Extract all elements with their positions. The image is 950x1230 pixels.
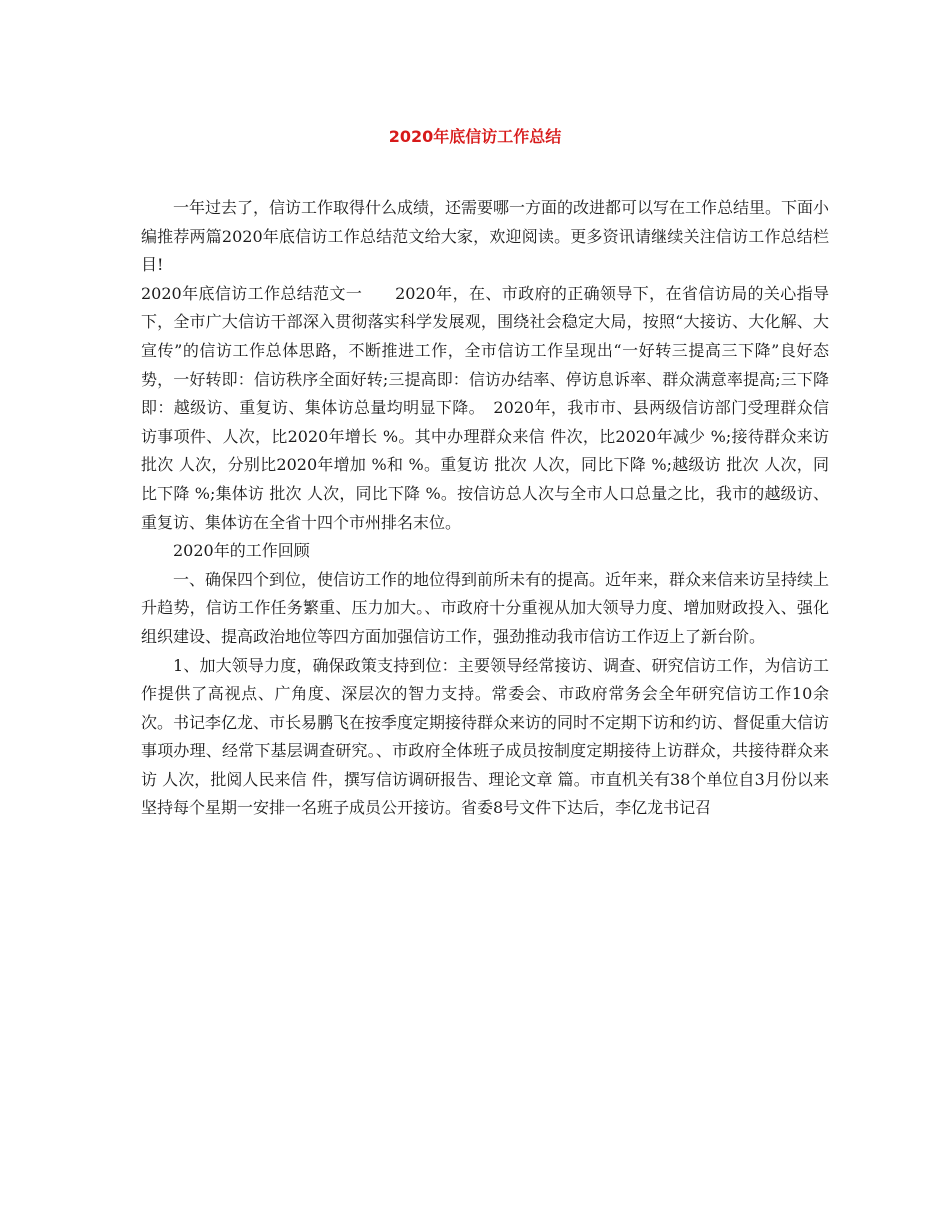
document-body bbox=[141, 194, 829, 823]
paragraph-summary: 2020年底信访工作总结范文一 2020年，在、市政府的正确领导下，在省信访局的关心指导下，全市广大信访干部深入贯彻落实科学发展观，围绕社会稳定大局，按照“大接访、大化解、大宣传”的信访工作总体思路，不断推进工作，全市信访工作呈现出“一好转三提高三下降”良好态势，一好转即：信访秩序全面好转;三提高即：信访办结率、停访息诉率、群众满意率提高;三下降即：越级访、重复访、集体访总量均明显下降。 2020年，我市市、县两级信访部门受理群众信访事项件、人次，比2020年增长 %。其中办理群众来信 件次，比2020年减少 %;接待群众来访 批次 人次，分别比2020年增加 %和 %。重复访 批次 人次，同比下降 %;越级访 批次 人次，同比下降 %;集体访 批次 人次，同比下降 %。按信访总人次与全市人口总量之比，我市的越级访、重复访、集体访在全省十四个市州排名末位。 bbox=[141, 283, 829, 532]
paragraph-heading-review: 2020年的工作回顾 bbox=[173, 541, 310, 561]
paragraph-intro: 一年过去了，信访工作取得什么成绩，还需要哪一方面的改进都可以写在工作总结里。下面小编推荐两篇2020年底信访工作总结范文给大家，欢迎阅读。更多资讯请继续关注信访工作总结栏目! bbox=[141, 198, 830, 275]
paragraph-item-one: 1、加大领导力度，确保政策支持到位：主要领导经常接访、调查、研究信访工作，为信访工作提供了高视点、广角度、深层次的智力支持。常委会、市政府常务会全年研究信访工作10余次。书记李亿龙、市长易鹏飞在按季度定期接待群众来访的同时不定期下访和约访、督促重大信访事项办理、经常下基层调查研究。、市政府全体班子成员按制度定期接待上访群众，共接待群众来访 人次，批阅人民来信 件，撰写信访调研报告、理论文章 篇。市直机关有38个单位自3月份以来坚持每个星期一安排一名班子成员公开接访。省委8号文件下达后，李亿龙书记召 bbox=[141, 655, 830, 818]
document-title: 2020年底信访工作总结 bbox=[388, 127, 562, 146]
paragraph-section-one: 一、确保四个到位，使信访工作的地位得到前所未有的提高。近年来，群众来信来访呈持续上升趋势，信访工作任务繁重、压力加大。、市政府十分重视从加大领导力度、增加财政投入、强化组织建设、提高政治地位等四方面加强信访工作，强劲推动我市信访工作迈上了新台阶。 bbox=[141, 569, 830, 646]
